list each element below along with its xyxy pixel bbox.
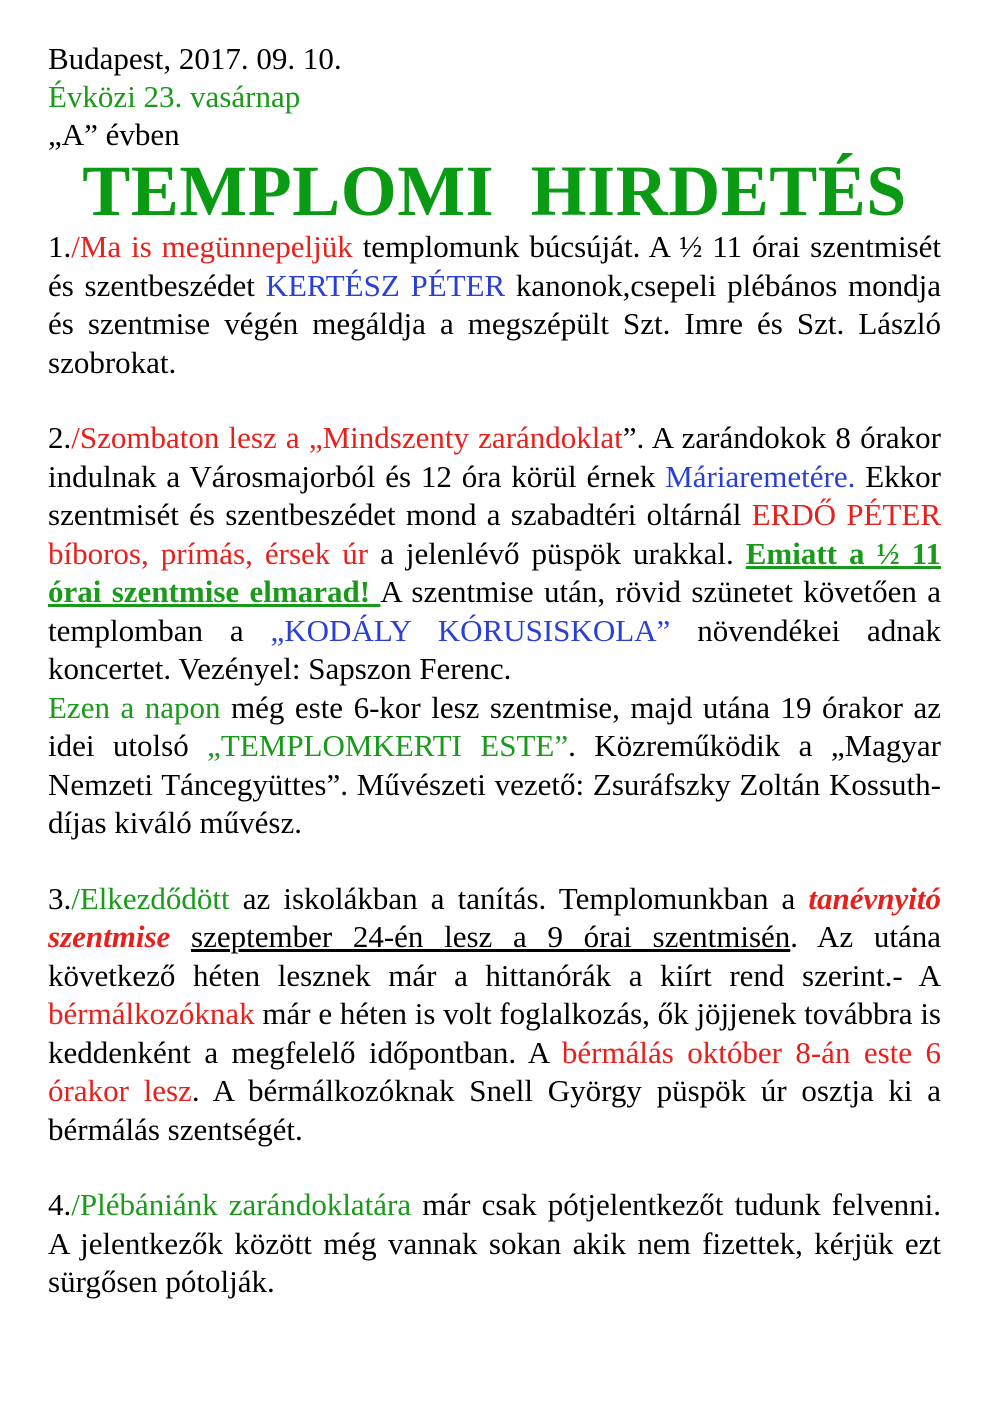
item-number: 1. [48,229,72,264]
highlight-red: bérmálkozóknak [48,996,255,1031]
text: . Közreműködik a „Magyar Nemzeti Táncegyüttes”. Művészeti vezető: Zsuráfszky Zoltán Kossuth-díjas kiváló művész. [48,728,941,840]
highlight-blue: KERTÉSZ PÉTER [265,267,506,303]
text: a jelenlévő püspök urakkal. [368,535,746,571]
text: A szentmise után, rövid szünetet követően a templomban a [48,574,942,648]
sunday-line: Évközi 23. vasárnap [48,79,301,114]
date-line: Budapest, 2017. 09. 10. [48,41,342,76]
highlight-blue: „KODÁLY KÓRUSISKOLA” [270,612,671,648]
announcement-4 [48,1186,941,1302]
text: templomunk búcsúját. A ½ 11 órai szentmisét és szentbeszédet [48,229,942,303]
announcement-page [48,40,941,1302]
highlight-warning: Emiatt a ½ 11 órai szentmise elmarad! [48,535,941,609]
page-title: TEMPLOMI HIRDETÉS [82,151,907,231]
highlight-red: /Ma is megünnepeljük [71,229,353,264]
text [170,919,191,954]
highlight-red-bold: tanévnyitó szentmise [48,880,941,954]
text: Ekkor szentmisét és szentbeszédet mond a szabadtéri oltárnál [48,458,941,532]
item-number: 3. [48,880,72,916]
text: már csak pótjelentkezőt tudunk felvenni. A jelentkezők között még vannak sokan akik nem fizettek, kérjük ezt sürgősen pótolják. [48,1187,941,1299]
announcement-2 [48,419,941,689]
text: kanonok,csepeli plébános mondja és szentmise végén megáldja a megszépült Szt. Imre és Szt. László szobrokat. [48,267,941,380]
text: . Az utána következő héten lesznek már a hittanórák a kiírt rend szerint.- A [48,919,941,993]
text: még este 6-kor lesz szentmise, majd utána 19 órakor az idei utolsó [48,689,941,763]
highlight-green: Ezen a napon [48,689,221,725]
text: már e héten is volt foglalkozás, ők jöjjenek továbbra is keddenként a megfelelő időpontban. A [48,996,941,1070]
text: ”. A zarándokok 8 órakor indulnak a Városmajorból és 12 óra körül érnek [48,420,941,494]
highlight-red: bérmálás október 8-án este 6 órakor lesz [48,1034,941,1108]
highlight-red: ERDŐ PÉTER bíboros, prímás, érsek úr [48,497,941,571]
item-number: 2. [48,420,72,455]
text: az iskolákban a tanítás. Templomunkban a [229,880,809,916]
highlight-red: /Szombaton lesz a „Mindszenty zarándoklat [71,420,623,455]
highlight-green: „TEMPLOMKERTI ESTE” [207,728,569,763]
highlight-green: /Elkezdődött [71,880,230,916]
highlight-blue: Máriaremetére. [665,458,856,494]
underlined-date: szeptember 24-én lesz a 9 órai szentmisén [191,919,791,954]
text: . A bérmálkozóknak Snell György püspök úr osztja ki a bérmálás szentségét. [48,1073,942,1147]
text: növendékei adnak koncertet. Vezényel: Sapszon Ferenc. [48,612,941,686]
announcement-3 [48,880,941,1150]
announcement-2-continued [48,689,941,843]
year-line: „A” évben [48,117,180,152]
item-number: 4. [48,1187,72,1222]
highlight-green: /Plébániánk zarándoklatára [71,1187,412,1222]
announcement-1 [48,228,941,382]
